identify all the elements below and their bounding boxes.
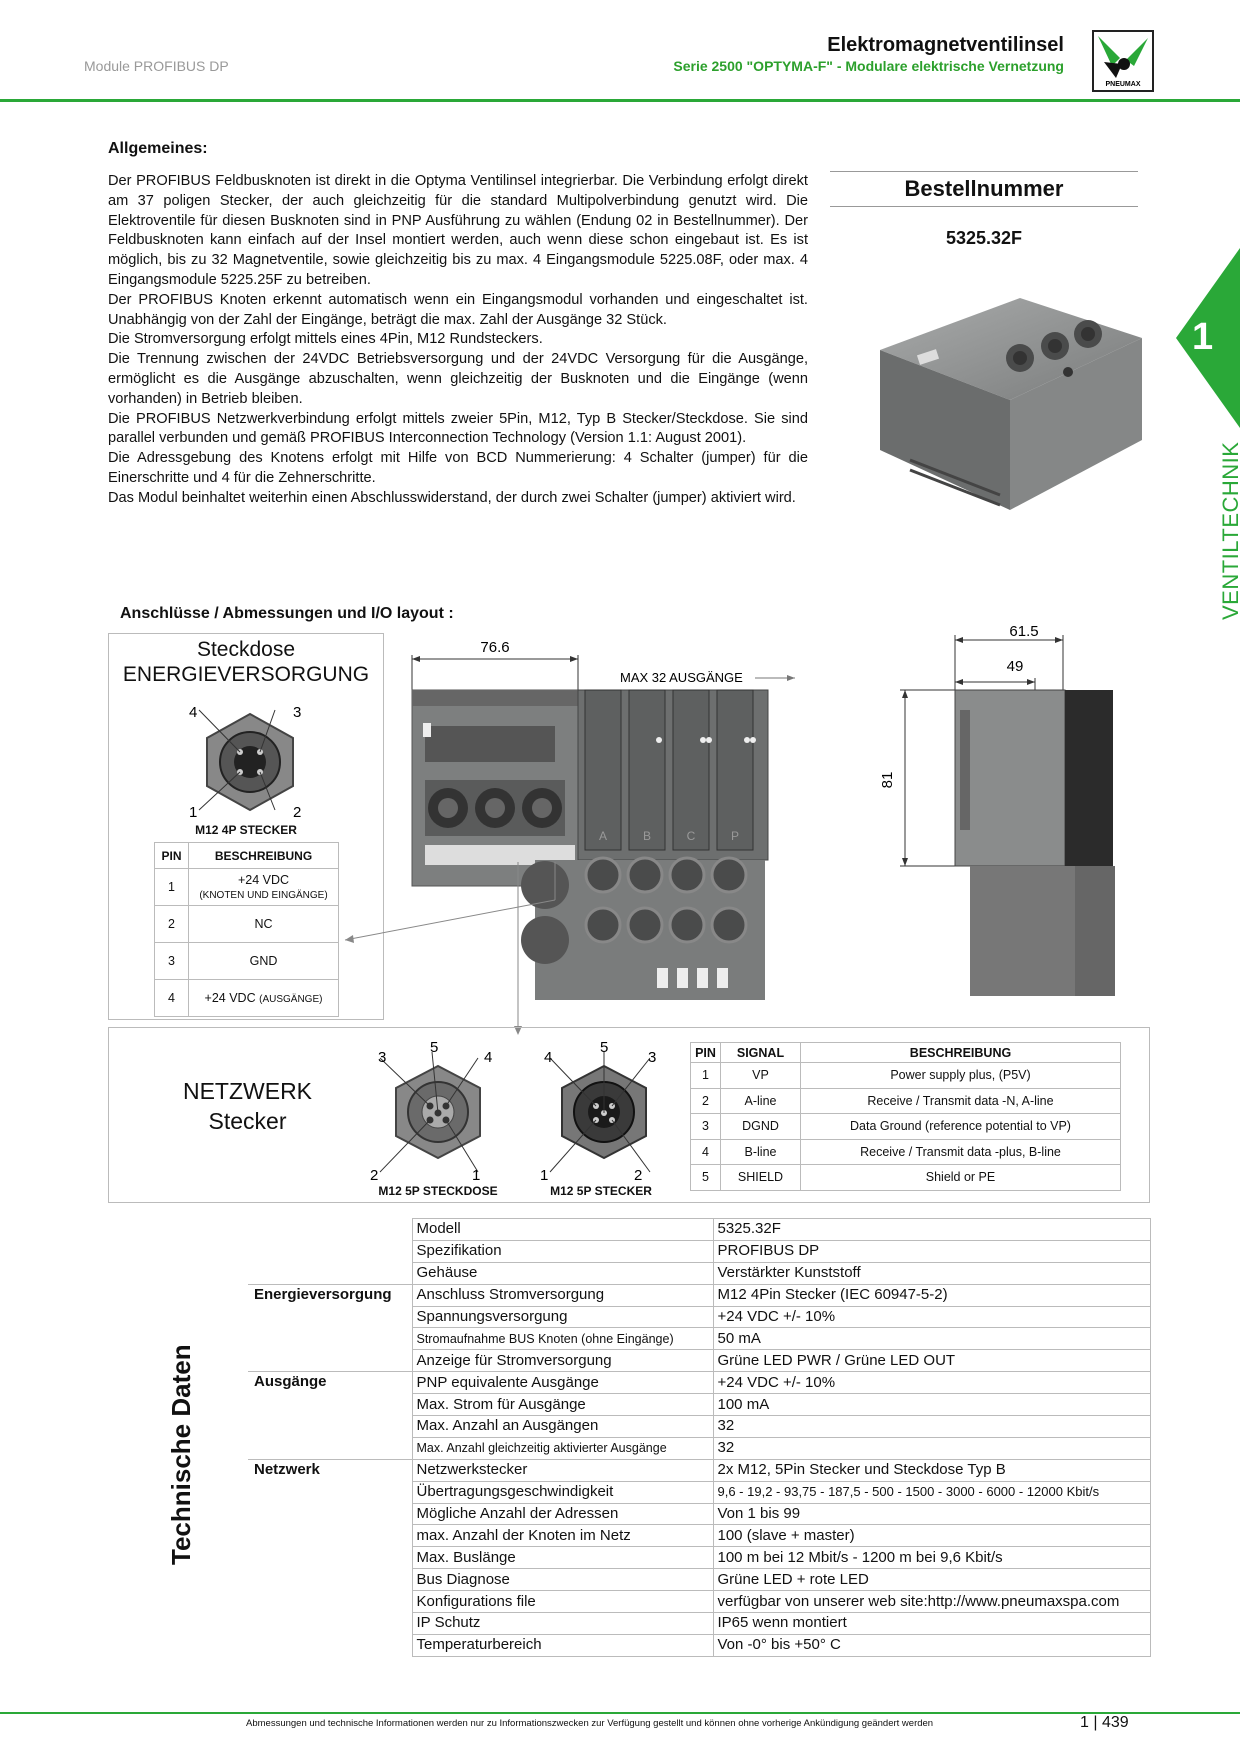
product-photo xyxy=(870,290,1150,530)
value-cell: verfügbar von unserer web site:http://www.pneumaxspa.com xyxy=(713,1591,1150,1613)
value-cell: Verstärkter Kunststoff xyxy=(713,1262,1150,1284)
label-cell: Anschluss Stromversorgung xyxy=(412,1284,713,1306)
table-row xyxy=(155,980,339,1017)
dim-depth: 61.5 xyxy=(1009,623,1039,640)
label-cell: Max. Anzahl gleichzeitig aktivierter Ausgänge xyxy=(412,1437,713,1459)
signal-cell: VP xyxy=(721,1063,801,1089)
general-heading: Allgemeines: xyxy=(108,140,208,157)
header-title: Elektromagnetventilinsel xyxy=(827,34,1064,56)
value-cell: 50 mA xyxy=(713,1328,1150,1350)
max-outputs-label: MAX 32 AUSGÄNGE xyxy=(620,670,743,685)
table-header: BESCHREIBUNG xyxy=(189,843,339,869)
pin-label: 2 xyxy=(634,1167,643,1184)
signal-cell: SHIELD xyxy=(721,1165,801,1191)
header-subtitle: Serie 2500 "OPTYMA-F" - Modulare elektrische Vernetzung xyxy=(673,58,1064,74)
tech-data-title: Technische Daten xyxy=(166,1344,196,1565)
value-cell: 100 m bei 12 Mbit/s - 1200 m bei 9,6 Kbit/s xyxy=(713,1547,1150,1569)
table-row xyxy=(155,906,339,943)
connections-heading: Anschlüsse / Abmessungen und I/O layout : xyxy=(120,605,454,622)
value-cell: 100 (slave + master) xyxy=(713,1525,1150,1547)
table-row xyxy=(248,1262,1150,1284)
pin-cell: 2 xyxy=(155,906,189,943)
label-cell: Übertragungsgeschwindigkeit xyxy=(412,1481,713,1503)
pin-label: 3 xyxy=(293,704,302,721)
valve-letter: A xyxy=(598,829,608,843)
table-row xyxy=(155,943,339,980)
value-cell: 32 xyxy=(713,1437,1150,1459)
desc-text: +24 VDC xyxy=(204,991,256,1005)
table-row xyxy=(691,1063,1121,1089)
pin-cell: 5 xyxy=(691,1165,721,1191)
desc-cell xyxy=(189,980,339,1017)
m12-4p-connector-drawing xyxy=(185,700,315,825)
label-cell: Max. Buslänge xyxy=(412,1547,713,1569)
desc-cell: NC xyxy=(189,906,339,943)
pin-cell: 2 xyxy=(691,1088,721,1114)
label-cell: Spannungsversorgung xyxy=(412,1306,713,1328)
pin-label: 2 xyxy=(293,804,302,821)
desc-cell: Receive / Transmit data -plus, B-line xyxy=(801,1139,1121,1165)
label-cell: IP Schutz xyxy=(412,1613,713,1635)
pin-label: 3 xyxy=(648,1049,657,1066)
pin-label: 3 xyxy=(378,1049,387,1066)
table-header: PIN xyxy=(155,843,189,869)
order-rule-bottom xyxy=(830,206,1138,207)
pneumax-logo xyxy=(1092,30,1154,92)
table-row xyxy=(248,1459,1150,1481)
pin-cell: 1 xyxy=(155,869,189,906)
signal-cell: DGND xyxy=(721,1114,801,1140)
table-row xyxy=(691,1139,1121,1165)
table-row xyxy=(248,1219,1150,1241)
desc-note: (KNOTEN UND EINGÄNGE) xyxy=(199,890,328,901)
table-row xyxy=(248,1372,1150,1394)
desc-cell: Shield or PE xyxy=(801,1165,1121,1191)
value-cell: Grüne LED PWR / Grüne LED OUT xyxy=(713,1350,1150,1372)
network-plug-label: M12 5P STECKER xyxy=(550,1184,652,1198)
desc-cell xyxy=(189,869,339,906)
pin-label: 5 xyxy=(600,1039,609,1056)
value-cell: +24 VDC +/- 10% xyxy=(713,1372,1150,1394)
tech-data-table xyxy=(248,1218,1151,1657)
value-cell: +24 VDC +/- 10% xyxy=(713,1306,1150,1328)
dim-height: 81 xyxy=(879,771,896,789)
pin-label: 4 xyxy=(484,1049,493,1066)
label-cell: PNP equivalente Ausgänge xyxy=(412,1372,713,1394)
desc-cell: Power supply plus, (P5V) xyxy=(801,1063,1121,1089)
label-cell: Anzeige für Stromversorgung xyxy=(412,1350,713,1372)
table-row xyxy=(691,1114,1121,1140)
side-tab-number: 1 xyxy=(1192,316,1214,358)
value-cell: IP65 wenn montiert xyxy=(713,1613,1150,1635)
label-cell: Max. Strom für Ausgänge xyxy=(412,1394,713,1416)
power-title-1: Steckdose xyxy=(196,638,296,661)
label-cell: max. Anzahl der Knoten im Netz xyxy=(412,1525,713,1547)
group-cell xyxy=(248,1219,412,1241)
label-cell: Temperaturbereich xyxy=(412,1634,713,1656)
desc-note: (AUSGÄNGE) xyxy=(259,994,323,1005)
pin-label: 4 xyxy=(189,704,198,721)
m12-5p-socket-drawing xyxy=(372,1036,504,1184)
network-socket-label: M12 5P STECKDOSE xyxy=(378,1184,498,1198)
value-cell: 32 xyxy=(713,1416,1150,1438)
header-section-label: Module PROFIBUS DP xyxy=(84,58,229,74)
table-row xyxy=(691,1088,1121,1114)
pin-cell: 4 xyxy=(691,1139,721,1165)
side-tab-label: VENTILTECHNIK xyxy=(1218,441,1243,620)
signal-cell: B-line xyxy=(721,1139,801,1165)
pin-cell: 1 xyxy=(691,1063,721,1089)
table-row xyxy=(691,1165,1121,1191)
group-cell xyxy=(248,1262,412,1284)
label-cell: Max. Anzahl an Ausgängen xyxy=(412,1416,713,1438)
label-cell: Konfigurations file xyxy=(412,1591,713,1613)
dim-width-node: 76.6 xyxy=(480,639,510,656)
label-cell: Gehäuse xyxy=(412,1262,713,1284)
network-title-1: NETZWERK xyxy=(182,1078,313,1104)
desc-cell: GND xyxy=(189,943,339,980)
pin-label: 1 xyxy=(540,1167,549,1184)
general-paragraph: Der PROFIBUS Feldbusknoten ist direkt in die Optyma Ventilinsel integrierbar. Die Verbindung erfolgt direkt am 37 poligen Stecker, der auch gleichzeitig für die standard Multipolverbindung genutzt wird. Die Elektroventile für diesen Busknoten sind in PNP Ausführung zu wählen (Endung 02 in Bestellnummer). Der Feldbusknoten kann einfach auf der Insel montiert werden, auch wenn diese schon eingebaut ist. Es ist möglich, bis zu 32 Magnetventile, sowie gleichzeitig bis zu max. 4 Eingangsmodule 5225.08F, oder max. 4 Eingangsmodule 5225.25F zu betreiben. xyxy=(108,173,808,288)
network-title-2: Stecker xyxy=(208,1108,287,1134)
pin-label: 5 xyxy=(430,1039,439,1056)
label-cell: Mögliche Anzahl der Adressen xyxy=(412,1503,713,1525)
general-paragraph: Die Trennung zwischen der 24VDC Betriebsversorgung und der 24VDC Versorgung für die Ausgänge, ermöglicht es die Ausgänge abzuschalten, wenn gleichzeitig der Busknoten und die Eingänge (wenn vorhanden) in Betrieb bleiben. xyxy=(108,351,808,407)
pin-cell: 3 xyxy=(691,1114,721,1140)
m12-5p-plug-drawing xyxy=(538,1036,670,1184)
signal-cell: A-line xyxy=(721,1088,801,1114)
logo-text: PNEUMAX xyxy=(1105,81,1141,88)
value-cell: PROFIBUS DP xyxy=(713,1240,1150,1262)
power-connector-label: M12 4P STECKER xyxy=(195,823,297,837)
table-header: BESCHREIBUNG xyxy=(801,1043,1121,1063)
general-paragraph: Die Stromversorgung erfolgt mittels eines 4Pin, M12 Rundsteckers. xyxy=(108,331,543,348)
general-paragraph: Die Adressgebung des Knotens erfolgt mit Hilfe von BCD Nummerierung: 4 Schalter (jumper) für die Einerschritte und 4 für die Zehnerschritte. xyxy=(108,450,808,486)
value-cell: M12 4Pin Stecker (IEC 60947-5-2) xyxy=(713,1284,1150,1306)
value-cell: Von -0° bis +50° C xyxy=(713,1634,1150,1656)
valve-letter: B xyxy=(642,829,652,843)
valve-letter: P xyxy=(730,829,740,843)
table-header: PIN xyxy=(691,1043,721,1063)
dimension-drawing xyxy=(395,623,1125,1020)
header-divider xyxy=(0,99,1240,102)
table-row xyxy=(248,1240,1150,1262)
desc-text: +24 VDC xyxy=(237,873,290,887)
group-cell: Energieversorgung xyxy=(248,1284,412,1372)
order-heading: Bestellnummer xyxy=(904,176,1064,201)
label-cell: Bus Diagnose xyxy=(412,1569,713,1591)
general-body xyxy=(108,172,808,509)
pin-cell: 4 xyxy=(155,980,189,1017)
table-header: SIGNAL xyxy=(721,1043,801,1063)
group-cell xyxy=(248,1240,412,1262)
group-cell: Ausgänge xyxy=(248,1372,412,1460)
table-row xyxy=(155,869,339,906)
pin-label: 1 xyxy=(189,804,198,821)
value-cell: Von 1 bis 99 xyxy=(713,1503,1150,1525)
pin-cell: 3 xyxy=(155,943,189,980)
pin-label: 2 xyxy=(370,1167,379,1184)
general-paragraph: Das Modul beinhaltet weiterhin einen Abschlusswiderstand, der durch zwei Schalter (jumper) aktiviert wird. xyxy=(108,489,796,506)
desc-cell: Receive / Transmit data -N, A-line xyxy=(801,1088,1121,1114)
value-cell: 9,6 - 19,2 - 93,75 - 187,5 - 500 - 1500 - 3000 - 6000 - 12000 Kbit/s xyxy=(713,1481,1150,1503)
value-cell: 2x M12, 5Pin Stecker und Steckdose Typ B xyxy=(713,1459,1150,1481)
order-number: 5325.32F xyxy=(945,228,1023,248)
footer-disclaimer: Abmessungen und technische Informationen werden nur zu Informationszwecken zur Verfügung gestellt und können ohne vorherige Ankündigung geändert werden xyxy=(246,1718,934,1729)
pin-label: 1 xyxy=(472,1167,481,1184)
order-rule-top xyxy=(830,171,1138,172)
value-cell: 5325.32F xyxy=(713,1219,1150,1241)
power-title-2: ENERGIEVERSORGUNG xyxy=(122,663,370,686)
page-number: 1 | 439 xyxy=(1080,1714,1129,1731)
label-cell: Netzwerkstecker xyxy=(412,1459,713,1481)
dim-depth-node: 49 xyxy=(1006,658,1024,675)
pin-label: 4 xyxy=(544,1049,553,1066)
footer-divider xyxy=(0,1712,1240,1714)
table-row xyxy=(248,1284,1150,1306)
group-cell: Netzwerk xyxy=(248,1459,412,1656)
label-cell: Stromaufnahme BUS Knoten (ohne Eingänge) xyxy=(412,1328,713,1350)
general-paragraph: Die PROFIBUS Netzwerkverbindung erfolgt mittels zweier 5Pin, M12, Typ B Stecker/Steckdose. Sie sind parallel verbunden und gemäß PROFIBUS Interconnection Technology (Version 1.1: August 2001). xyxy=(108,410,808,447)
valve-letter: C xyxy=(686,829,696,843)
power-pin-table xyxy=(154,842,339,1017)
general-paragraph: Der PROFIBUS Knoten erkennt automatisch wenn ein Eingangsmodul vorhanden und eingeschaltet ist. Unabhängig von der Zahl der Eingänge, beträgt die max. Zahl der Ausgänge 32 Stück. xyxy=(108,291,808,328)
network-pin-table xyxy=(690,1042,1121,1191)
label-cell: Spezifikation xyxy=(412,1240,713,1262)
value-cell: Grüne LED + rote LED xyxy=(713,1569,1150,1591)
label-cell: Modell xyxy=(412,1219,713,1241)
desc-cell: Data Ground (reference potential to VP) xyxy=(801,1114,1121,1140)
value-cell: 100 mA xyxy=(713,1394,1150,1416)
